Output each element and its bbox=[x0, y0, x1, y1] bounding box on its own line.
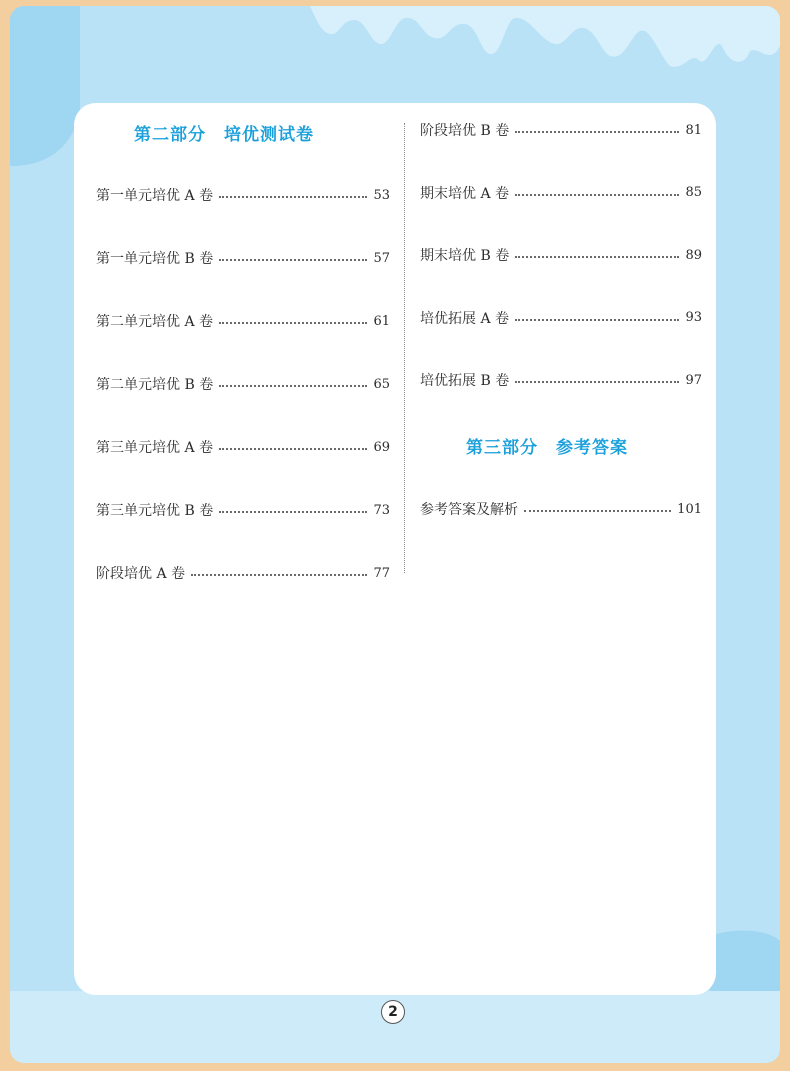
toc-entry-label: 第二单元培优 A 卷 bbox=[96, 314, 214, 330]
dot-leader bbox=[219, 196, 367, 198]
toc-entry[interactable] bbox=[420, 120, 702, 140]
section-title-part2: 第二部分 培优测试卷 bbox=[134, 125, 314, 145]
toc-entry[interactable] bbox=[420, 183, 702, 203]
toc-entry-label: 第二单元培优 B 卷 bbox=[96, 377, 214, 393]
toc-entry[interactable] bbox=[96, 374, 390, 394]
toc-entry[interactable] bbox=[96, 248, 390, 268]
toc-entry-label: 培优拓展 B 卷 bbox=[420, 373, 510, 389]
dot-leader bbox=[219, 322, 367, 324]
toc-entry-page: 53 bbox=[373, 187, 390, 203]
toc-entry-label: 阶段培优 B 卷 bbox=[420, 123, 510, 139]
section-title-part3: 第三部分 参考答案 bbox=[466, 438, 628, 458]
toc-entry[interactable] bbox=[96, 185, 390, 205]
dot-leader bbox=[191, 574, 367, 576]
toc-entry-label: 第三单元培优 A 卷 bbox=[96, 440, 214, 456]
toc-card bbox=[74, 103, 716, 995]
toc-entry-label: 第一单元培优 A 卷 bbox=[96, 188, 214, 204]
dot-leader bbox=[515, 131, 679, 133]
dot-leader bbox=[524, 510, 671, 512]
toc-entry-page: 97 bbox=[685, 372, 702, 388]
dot-leader bbox=[515, 319, 679, 321]
toc-entry-label: 第三单元培优 B 卷 bbox=[96, 503, 214, 519]
toc-entry-page: 77 bbox=[373, 565, 390, 581]
toc-entry-page: 93 bbox=[685, 310, 702, 325]
toc-entry-label: 参考答案及解析 bbox=[420, 502, 518, 518]
toc-entry[interactable] bbox=[420, 370, 702, 390]
dot-leader bbox=[515, 194, 679, 196]
dot-leader bbox=[515, 256, 679, 258]
toc-entry-page: 61 bbox=[373, 313, 390, 329]
toc-entry-label: 期末培优 B 卷 bbox=[420, 248, 510, 264]
toc-entry-page: 85 bbox=[685, 185, 702, 200]
toc-entry[interactable] bbox=[420, 245, 702, 265]
toc-entry[interactable] bbox=[420, 499, 702, 519]
toc-entry-page: 89 bbox=[685, 247, 702, 263]
toc-entry[interactable] bbox=[96, 437, 390, 457]
toc-entry-page: 101 bbox=[677, 501, 702, 517]
toc-entry-page: 73 bbox=[373, 502, 390, 518]
dot-leader bbox=[515, 381, 679, 383]
dot-leader bbox=[219, 385, 367, 387]
page-number-badge: 2 bbox=[381, 1000, 405, 1024]
toc-entry[interactable] bbox=[96, 311, 390, 331]
toc-entry-label: 培优拓展 A 卷 bbox=[420, 310, 510, 327]
dot-leader bbox=[219, 511, 367, 513]
toc-entry[interactable] bbox=[420, 308, 702, 328]
toc-entry-page: 81 bbox=[685, 122, 702, 138]
toc-entry[interactable] bbox=[96, 500, 390, 520]
dot-leader bbox=[219, 259, 367, 261]
page-frame bbox=[10, 6, 780, 1063]
toc-entry-page: 57 bbox=[373, 250, 390, 266]
toc-entry-label: 阶段培优 A 卷 bbox=[96, 566, 186, 582]
toc-entry-label: 第一单元培优 B 卷 bbox=[96, 251, 214, 267]
dot-leader bbox=[219, 448, 367, 450]
toc-entry-page: 65 bbox=[373, 376, 390, 392]
column-divider bbox=[404, 123, 405, 573]
toc-entry[interactable] bbox=[96, 563, 390, 583]
toc-entry-page: 69 bbox=[373, 439, 390, 455]
toc-entry-label: 期末培优 A 卷 bbox=[420, 185, 510, 202]
